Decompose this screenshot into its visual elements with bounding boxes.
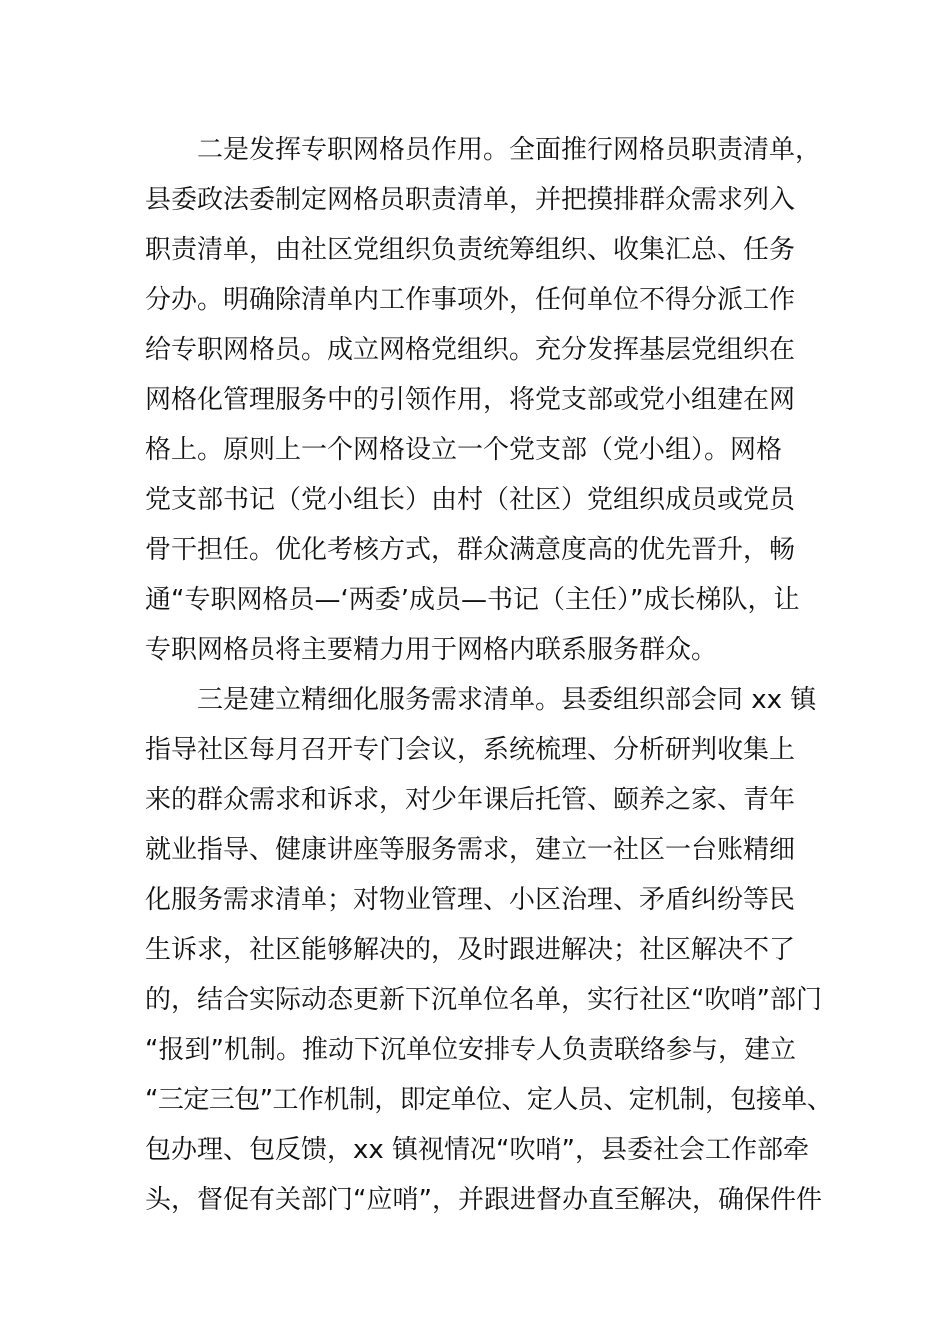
text-line: 二是发挥专职网格员作用。全面推行网格员职责清单， xyxy=(145,135,822,165)
text-line: 包办理、包反馈，xx 镇视情况“吹哨”，县委社会工作部牵 xyxy=(145,1135,809,1165)
text-line: “报到”机制。推动下沉单位安排专人负责联络参与，建立 xyxy=(145,1035,796,1065)
text-line: 专职网格员将主要精力用于网格内联系服务群众。 xyxy=(145,635,718,665)
paragraph-service-demand-list xyxy=(145,675,835,1225)
text-line: 来的群众需求和诉求，对少年课后托管、颐养之家、青年 xyxy=(145,785,796,815)
text-line: 县委政法委制定网格员职责清单，并把摸排群众需求列入 xyxy=(145,185,796,215)
text-line: 三是建立精细化服务需求清单。县委组织部会同 xx 镇 xyxy=(145,685,817,715)
text-line: 的，结合实际动态更新下沉单位名单，实行社区“吹哨”部门 xyxy=(145,985,822,1015)
text-line: 头，督促有关部门“应哨”，并跟进督办直至解决，确保件件 xyxy=(145,1185,822,1215)
text-line: 分办。明确除清单内工作事项外，任何单位不得分派工作 xyxy=(145,285,796,315)
text-line: 化服务需求清单；对物业管理、小区治理、矛盾纠纷等民 xyxy=(145,885,796,915)
text-line: 网格化管理服务中的引领作用，将党支部或党小组建在网 xyxy=(145,385,796,415)
text-line: 通“专职网格员—‘两委’成员—书记（主任）”成长梯队，让 xyxy=(145,585,800,615)
text-line: 职责清单，由社区党组织负责统筹组织、收集汇总、任务 xyxy=(145,235,796,265)
text-line: 党支部书记（党小组长）由村（社区）党组织成员或党员 xyxy=(145,485,796,515)
text-line: 给专职网格员。成立网格党组织。充分发挥基层党组织在 xyxy=(145,335,796,365)
text-line: 骨干担任。优化考核方式，群众满意度高的优先晋升，畅 xyxy=(145,535,796,565)
text-line: 指导社区每月召开专门会议，系统梳理、分析研判收集上 xyxy=(145,735,796,765)
document-body xyxy=(145,125,835,1225)
text-line: 就业指导、健康讲座等服务需求，建立一社区一台账精细 xyxy=(145,835,796,865)
paragraph-grid-workers xyxy=(145,125,835,675)
text-line: 格上。原则上一个网格设立一个党支部（党小组）。网格 xyxy=(145,435,783,465)
text-line: “三定三包”工作机制，即定单位、定人员、定机制，包接单、 xyxy=(145,1085,833,1115)
text-line: 生诉求，社区能够解决的，及时跟进解决；社区解决不了 xyxy=(145,935,796,965)
